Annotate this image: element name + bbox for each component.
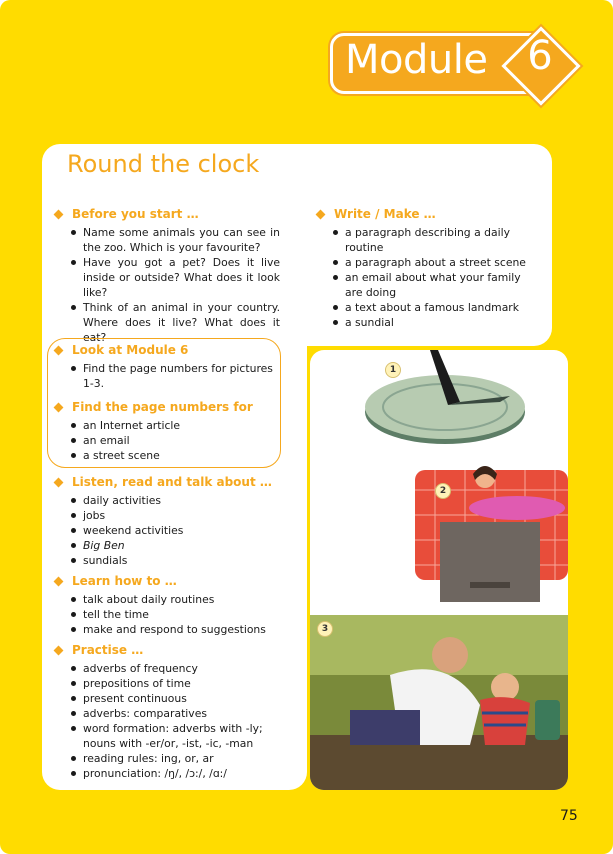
section-heading: Write / Make …: [334, 207, 436, 221]
list-item: Think of an animal in your country. Where does it live? What does it eat?: [83, 301, 280, 344]
list-item: present continuous: [83, 691, 280, 706]
section-before-you-start: [55, 207, 280, 345]
son-head: [491, 673, 519, 701]
list-item: Have you got a pet? Does it live inside or outside? What does it look like?: [83, 256, 280, 299]
section-heading: Practise …: [72, 643, 144, 657]
picture-number-3: 3: [317, 621, 333, 637]
list-item: make and respond to suggestions: [83, 622, 280, 637]
section-look-at-module: [55, 343, 275, 391]
diamond-bullet-icon: [54, 576, 64, 586]
section-learn-how-to: [55, 574, 280, 637]
list-item: an email about what your family are doing: [345, 270, 537, 300]
list-item: adverbs: comparatives: [83, 706, 280, 721]
section-heading: Look at Module 6: [72, 343, 189, 357]
module-number: 6: [527, 33, 553, 79]
photo-panel: [310, 350, 568, 790]
diamond-bullet-icon: [316, 209, 326, 219]
list-item: Big Ben: [83, 538, 280, 553]
section-practise: [55, 643, 280, 781]
section-write-make: [317, 207, 537, 330]
girl-body: [469, 496, 565, 520]
diamond-bullet-icon: [54, 402, 64, 412]
list-item: Find the page numbers for pictures 1-3.: [83, 361, 275, 391]
list-item: an email: [83, 433, 275, 448]
diamond-bullet-icon: [54, 345, 64, 355]
watering-can: [535, 700, 560, 740]
section-heading: Before you start …: [72, 207, 199, 221]
list-item: adverbs of frequency: [83, 661, 280, 676]
list-item: a paragraph describing a daily routine: [345, 225, 537, 255]
picture-number-1: 1: [385, 362, 401, 378]
list-item: jobs: [83, 508, 280, 523]
list-item: a paragraph about a street scene: [345, 255, 537, 270]
list-item: weekend activities: [83, 523, 280, 538]
father-head: [432, 637, 468, 673]
list-item: prepositions of time: [83, 676, 280, 691]
son-shirt: [480, 697, 530, 745]
tv-screen: [440, 522, 540, 602]
father-son-gardening-image: [310, 615, 568, 790]
girl-on-sofa-image: [415, 460, 568, 605]
diamond-bullet-icon: [54, 209, 64, 219]
list-item: pronunciation: /ŋ/, /ɔ:/, /ɑ:/: [83, 766, 280, 781]
section-heading: Learn how to …: [72, 574, 177, 588]
tv-stand: [470, 582, 510, 588]
father-shorts: [350, 710, 420, 745]
list-item: tell the time: [83, 607, 280, 622]
module-label: Module: [345, 37, 488, 83]
list-item: Name some animals you can see in the zoo. Which is your favourite?: [83, 226, 280, 254]
list-item: sundials: [83, 553, 280, 568]
list-item: an Internet article: [83, 418, 275, 433]
page-number: 75: [560, 808, 578, 824]
list-item: reading rules: ing, or, ar: [83, 751, 280, 766]
diamond-bullet-icon: [54, 477, 64, 487]
list-item: daily activities: [83, 493, 280, 508]
list-item: word formation: adverbs with -ly; nouns with -er/or, -ist, -ic, -man: [83, 721, 280, 751]
picture-number-2: 2: [435, 483, 451, 499]
section-listen-read-talk: [55, 475, 280, 568]
list-item: a sundial: [345, 315, 537, 330]
list-item: a text about a famous landmark: [345, 300, 537, 315]
section-find-page-numbers: [55, 400, 275, 463]
list-item: talk about daily routines: [83, 592, 280, 607]
diamond-bullet-icon: [54, 645, 64, 655]
page-title: Round the clock: [67, 150, 260, 178]
section-heading: Find the page numbers for: [72, 400, 253, 414]
list-item: a street scene: [83, 448, 275, 463]
section-heading: Listen, read and talk about …: [72, 475, 272, 489]
